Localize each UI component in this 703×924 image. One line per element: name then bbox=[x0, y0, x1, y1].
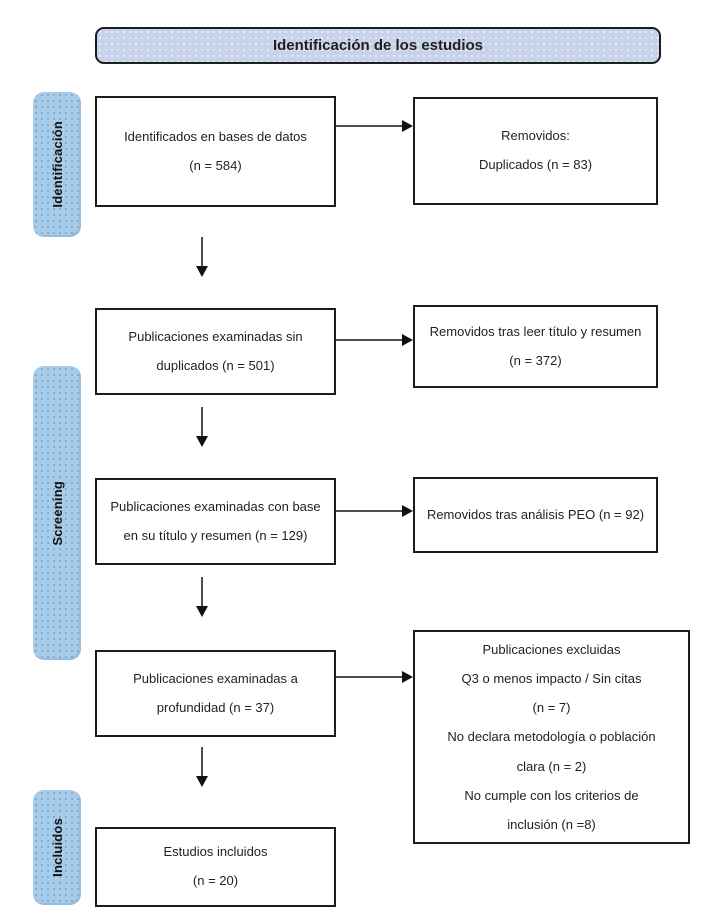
box-text-line: No cumple con los criterios de bbox=[464, 787, 639, 803]
box-text-line: Publicaciones examinadas a bbox=[133, 670, 298, 686]
arrow-shaft bbox=[336, 339, 403, 341]
box-text-line: No declara metodología o población bbox=[447, 729, 656, 745]
box-text-line: Removidos: bbox=[501, 128, 570, 144]
arrow-head-icon bbox=[196, 776, 208, 787]
arrow-shaft bbox=[336, 510, 403, 512]
arrow-head-icon bbox=[402, 671, 413, 683]
diagram-title bbox=[95, 27, 661, 64]
arrow-head-icon bbox=[402, 334, 413, 346]
box-publicaciones-excluidas bbox=[413, 630, 690, 844]
box-text-line: clara (n = 2) bbox=[516, 758, 587, 774]
diagram-title-label: Identificación de los estudios bbox=[272, 37, 484, 54]
box-text-line: en su título y resumen (n = 129) bbox=[123, 527, 308, 543]
arrow-right-row1 bbox=[336, 119, 413, 133]
stage-bar-identificacion bbox=[33, 92, 81, 237]
stage-bar-screening bbox=[33, 366, 81, 660]
box-text-line: Publicaciones excluidas bbox=[482, 641, 621, 657]
box-text-line: Estudios incluidos bbox=[163, 844, 268, 860]
stage-label-incluidos: Incluidos bbox=[49, 818, 65, 877]
arrow-shaft bbox=[201, 747, 203, 777]
box-text-line: profundidad (n = 37) bbox=[156, 699, 275, 715]
box-examinadas-titulo-resumen bbox=[95, 478, 336, 565]
box-removidos-duplicados bbox=[413, 97, 658, 205]
box-text-line: Publicaciones examinadas con base bbox=[110, 498, 321, 514]
box-text-line: duplicados (n = 501) bbox=[156, 357, 275, 373]
stage-label-identificacion: Identificación bbox=[49, 121, 65, 208]
arrow-head-icon bbox=[196, 266, 208, 277]
box-examinadas-profundidad bbox=[95, 650, 336, 737]
arrow-head-icon bbox=[402, 120, 413, 132]
box-text-line: inclusión (n =8) bbox=[507, 817, 596, 833]
box-text-line: Q3 o menos impacto / Sin citas bbox=[461, 670, 642, 686]
arrow-shaft bbox=[336, 676, 403, 678]
box-text-line: Duplicados (n = 83) bbox=[478, 157, 593, 172]
box-text-line: (n = 7) bbox=[532, 700, 571, 716]
box-estudios-incluidos bbox=[95, 827, 336, 907]
arrow-shaft bbox=[201, 407, 203, 437]
stage-bar-incluidos bbox=[33, 790, 81, 905]
arrow-head-icon bbox=[402, 505, 413, 517]
stage-label-screening: Screening bbox=[49, 480, 65, 546]
arrow-right-row4 bbox=[336, 670, 413, 684]
arrow-down-3 bbox=[195, 577, 209, 617]
box-text-line: Removidos tras leer título y resumen bbox=[429, 323, 642, 339]
arrow-right-row3 bbox=[336, 504, 413, 518]
box-text-line: Publicaciones examinadas sin bbox=[128, 328, 303, 344]
arrow-down-4 bbox=[195, 747, 209, 787]
box-removidos-analisis-peo bbox=[413, 477, 658, 553]
arrow-shaft bbox=[201, 577, 203, 607]
arrow-down-2 bbox=[195, 407, 209, 447]
box-text-line: Removidos tras análisis PEO (n = 92) bbox=[426, 506, 645, 522]
arrow-head-icon bbox=[196, 606, 208, 617]
box-identificados-bases-datos bbox=[95, 96, 336, 207]
box-text-line: (n = 372) bbox=[509, 352, 562, 368]
arrow-right-row2 bbox=[336, 333, 413, 347]
arrow-head-icon bbox=[196, 436, 208, 447]
box-examinadas-sin-duplicados bbox=[95, 308, 336, 395]
arrow-shaft bbox=[336, 125, 403, 127]
box-text-line: (n = 584) bbox=[189, 157, 242, 173]
arrow-down-1 bbox=[195, 237, 209, 277]
box-removidos-titulo-resumen bbox=[413, 305, 658, 388]
box-text-line: (n = 20) bbox=[192, 873, 239, 888]
box-text-line: Identificados en bases de datos bbox=[124, 128, 307, 144]
arrow-shaft bbox=[201, 237, 203, 267]
